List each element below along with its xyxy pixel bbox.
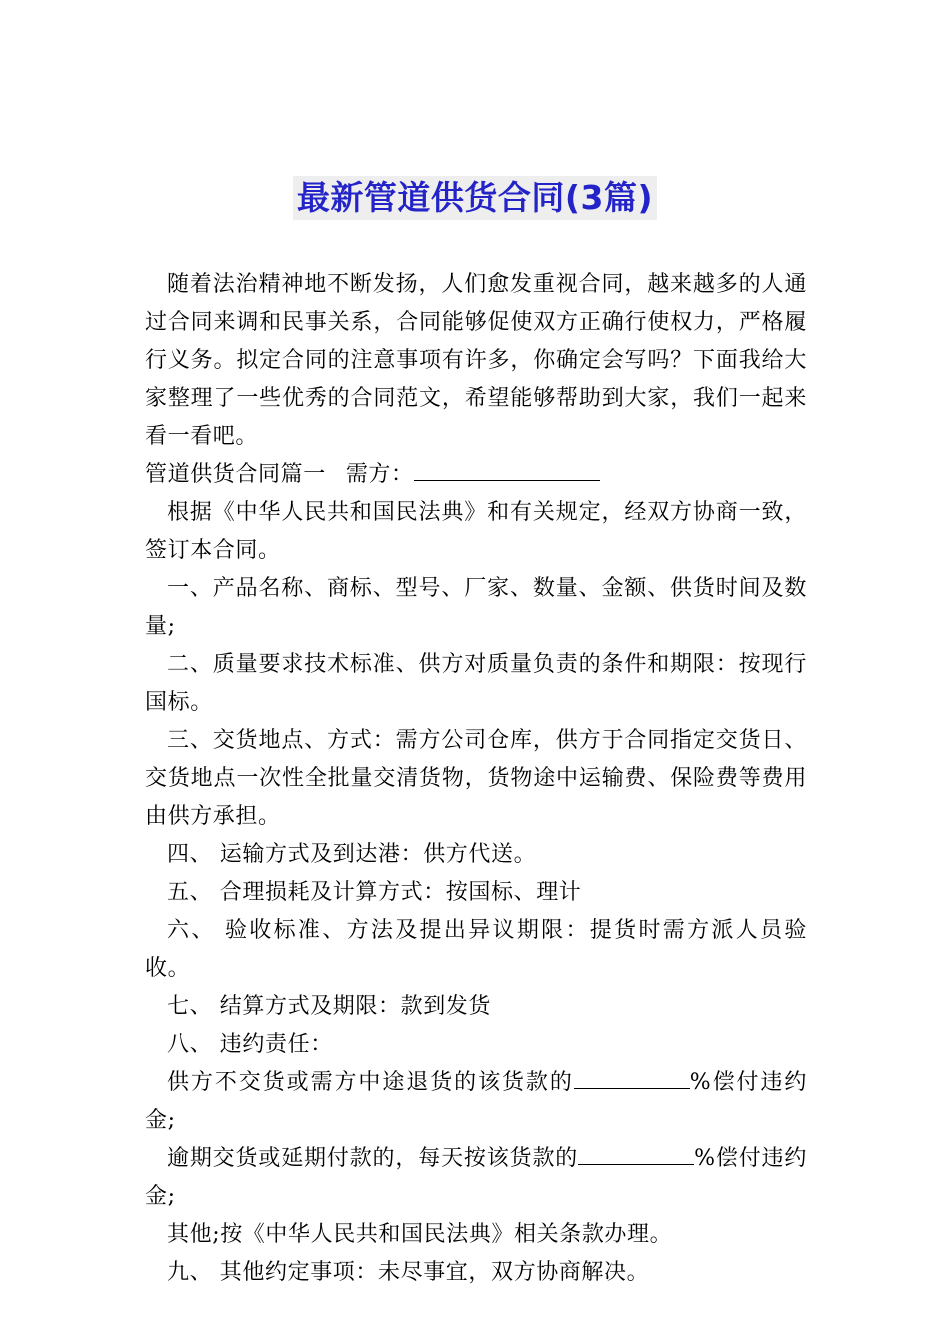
clause-8b-suffix: %偿付违约金; <box>145 1146 807 1209</box>
title-container <box>0 176 950 220</box>
clause-1: 一、产品名称、商标、型号、厂家、数量、金额、供货时间及数量; <box>145 576 807 639</box>
penalty-rate-blank-2 <box>578 1142 694 1165</box>
clause-8c: 其他;按《中华人民共和国民法典》相关条款办理。 <box>167 1222 673 1247</box>
clause-9: 九、 其他约定事项：未尽事宜，双方协商解决。 <box>167 1260 650 1285</box>
clause-8: 八、 违约责任： <box>167 1032 333 1057</box>
clause-3: 三、交货地点、方式：需方公司仓库，供方于合同指定交货日、交货地点一次性全批量交清货物，货物途中运输费、保险费等费用由供方承担。 <box>145 728 807 829</box>
clause-8b <box>145 1140 807 1216</box>
section-heading: 管道供货合同篇一 <box>145 462 326 487</box>
clause-4: 四、 运输方式及到达港：供方代送。 <box>167 842 537 867</box>
section-heading-line <box>145 456 807 494</box>
clause-6: 六、 验收标准、方法及提出异议期限：提货时需方派人员验收。 <box>145 918 807 981</box>
penalty-rate-blank-1 <box>574 1066 690 1089</box>
clause-8a-suffix: %偿付违约金; <box>145 1070 807 1133</box>
buyer-label: 需方： <box>345 462 414 487</box>
clause-8b-text: 逾期交货或延期付款的，每天按该货款的 <box>167 1146 579 1171</box>
buyer-blank <box>414 458 600 481</box>
clause-2: 二、质量要求技术标准、供方对质量负责的条件和期限：按现行国标。 <box>145 652 807 715</box>
clause-7: 七、 结算方式及期限：款到发货 <box>167 994 491 1019</box>
intro-paragraph: 随着法治精神地不断发扬，人们愈发重视合同，越来越多的人通过合同来调和民事关系，合同能够促使双方正确行使权力，严格履行义务。拟定合同的注意事项有许多，你确定会写吗？下面我给大家整理了一些优秀的合同范文，希望能够帮助到大家，我们一起来看一看吧。 <box>145 272 807 449</box>
clause-5: 五、 合理损耗及计算方式：按国标、理计 <box>167 880 582 905</box>
preamble-paragraph: 根据《中华人民共和国民法典》和有关规定，经双方协商一致，签订本合同。 <box>145 500 807 563</box>
clause-8a <box>145 1064 807 1140</box>
clause-8a-text: 供方不交货或需方中途退货的该货款的 <box>167 1070 574 1095</box>
document-title: 最新管道供货合同(3篇) <box>293 176 657 220</box>
document-body <box>145 266 807 1292</box>
